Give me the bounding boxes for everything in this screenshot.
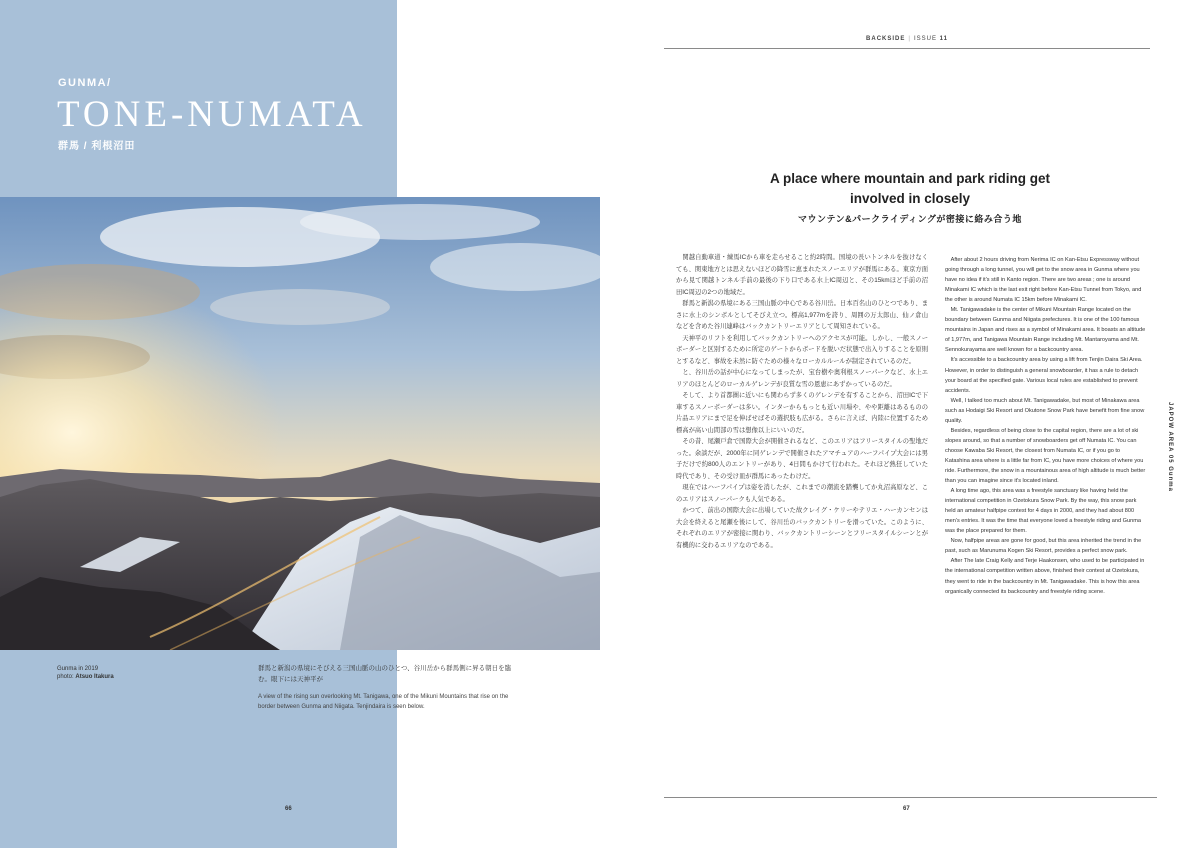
page-number-right: 67	[903, 806, 910, 812]
photo-caption-japanese: 群馬と新潟の県境にそびえる三国山脈の山のひとつ、谷川岳から群馬側に昇る朝日を臨む。眼下には天神平が	[258, 665, 512, 683]
paragraph-jp: 群馬と新潟の県境にある三国山脈の中心である谷川岳。日本百名山のひとつであり、まさに水上のシンボルとしてそびえ立つ。標高1,977mを誇り、周囲の万太郎山、仙ノ倉山などを含めた谷川連峰はバックカントリーエリアとして周知されている。	[676, 300, 928, 330]
paragraph-en: After about 2 hours driving from Nerima IC on Kan-Etsu Expressway without going through a long tunnel, you will get to the snow area in Gunma where you have no idea if it's still in Kanto region. There are two areas ; one is around Minakami IC which is the last exit right before Kan-Etsu Tunnel from Tokyo, and the other is around Numata IC 15km before Minakami IC.	[945, 257, 1142, 304]
paragraph-en: Mt. Tanigawadake is the center of Mikuni Mountain Range located on the boundary between Gunma and Niigata prefectures. It is one of the 100 famous mountains in Japan and rises as a symbol of Minakami area. It boasts an altitude of 1,977m, and Tanigawa Mountain Range including Mt. Mantaroyama and Mt. Sennokurayama are well known for a backcountry area.	[945, 307, 1146, 354]
header-rule	[664, 48, 1150, 49]
paragraph-en: A long time ago, this area was a freestyle sanctuary like having held the international competition in Ozetokura Snow Park. By the way, this snow park held an amateur halfpipe contest for 4 days in 2000, and they had about 800 men's entries. It was the time that everyone loved a freestyle riding and Gunma was the place prepared for them.	[945, 488, 1142, 535]
article-headline	[700, 169, 1120, 209]
page-title: TONE-NUMATA	[57, 94, 367, 135]
paragraph-en: It's accessible to a backcountry area by using a lift from Tenjin Daira Ski Area. However, in order to distinguish a general snowboarder, it has a rule to detach your board at the specified gate. Various local rules are established to prevent accidents.	[945, 357, 1143, 394]
page-number-left: 66	[285, 806, 292, 812]
paragraph-jp: 現在ではハーフパイプは姿を消したが、これまでの潮流を踏襲してか丸沼高原など、このエリアはスノーパークも人気である。	[676, 484, 928, 503]
side-tab-label: JAPOW AREA 05 Gunma	[1167, 402, 1173, 492]
region-label: GUNMA/	[58, 77, 112, 89]
body-column-japanese	[676, 252, 928, 551]
paragraph-en: Now, halfpipe areas are gone for good, but this area inherited the trend in the past, such as Marunuma Kogen Ski Resort, provides a perfect snow park.	[945, 538, 1142, 555]
photo-credit	[57, 665, 114, 681]
paragraph-jp: と、谷川岳の話が中心になってしまったが、宝台樹や奥利根スノーパークなど、水上エリアのほとんどのローカルゲレンデが良質な雪の恩恵にあずかっているのだ。	[676, 369, 928, 388]
mountain-sunrise-photo	[0, 197, 600, 650]
magazine-name: BACKSIDE	[866, 36, 906, 42]
photographer-name: Atsuo Itakura	[75, 674, 114, 680]
paragraph-en: After The late Craig Kelly and Terje Haakonsen, who used to be participated in the international competition written above, finished their contest at Ozetokura, they went to ride in the backcountry in Mt. Tanigawadake. This is how this area organically connected its backcountry and freestyle riding scene.	[945, 558, 1145, 595]
headline-line-2: involved in closely	[849, 191, 971, 206]
paragraph-jp: 天神平のリフトを利用してバックカントリーへのアクセスが可能。しかし、一般スノーボーダーと区別するために所定のゲートからボードを脱いだ状態で出入りすることを原則とするなど、事故を未然に防ぐための様々なローカルルールが制定されているのだ。	[676, 334, 928, 365]
paragraph-jp: そして、より首都圏に近いにも関わらず多くのゲレンデを有することから、沼田ICで下車するスノーボーダーは多い。インターからもっとも近い川場や、やや距離はあるものの片品エリアにまで足を伸ばせばその選択肢も広がる。さらに言えば、内陸に位置するため標高が高い山間部の雪は想像以上にいいのだ。	[676, 392, 928, 434]
issue-label: ISSUE	[913, 36, 937, 42]
photo-credit-line2	[57, 673, 114, 681]
section-side-tab	[1163, 402, 1173, 492]
headline-line-1: A place where mountain and park riding get	[769, 171, 1051, 186]
page-title-japanese: 群馬 / 利根沼田	[58, 141, 136, 152]
header-separator: |	[908, 36, 911, 42]
running-header	[664, 36, 1150, 42]
paragraph-en: Well, I talked too much about Mt. Tanigawadake, but most of Minakawa area such as Hodaigi Ski Resort and Okutone Snow Park have benefit from fine snow quality.	[945, 397, 1145, 424]
issue-number: 11	[939, 36, 948, 42]
photo-credit-line1: Gunma in 2019	[57, 666, 99, 672]
paragraph-jp: その昔、尾瀬戸倉で国際大会が開催されるなど、このエリアはフリースタイルの聖地だった。余談だが、2000年に同ゲレンデで開催されたアマチュアのハーフパイプ大会には男子だけで約800人のエントリーがあり、4日間もかけて行われた。それほど熱狂していた時代であり、その受け皿が群馬にあったわけだ。	[676, 438, 928, 480]
paragraph-jp: かつて、前出の国際大会に出場していた故クレイグ・ケリーやテリエ・ハーカンセンは大会を終えると尾瀬を後にして、谷川岳のバックカントリーを滑っていた。このように、それぞれのエリアが密接に関わり、バックカントリーシーンとフリースタイルシーンとが有機的に交わるエリアなのである。	[676, 507, 928, 549]
photo-caption-english: A view of the rising sun overlooking Mt. Tanigawa, one of the Mikuni Mountains that rise on the border between Gunma and Niigata. Tenjindaira is seen below.	[258, 694, 509, 710]
article-subhead-japanese: マウンテン&パークライディングが密接に絡み合う地	[798, 214, 1022, 224]
body-column-english	[945, 255, 1146, 597]
footer-rule	[664, 797, 1157, 798]
photo-credit-prefix: photo:	[57, 674, 74, 680]
paragraph-jp: 関越自動車道・練馬ICから車を走らせること約2時間。国境の長いトンネルを抜けなくても、関東地方とは思えないほどの降雪に恵まれたスノーエリアが群馬にある。東京方面から見て関越トンネル手前の最後の下り口である水上IC周辺と、その15kmほど手前の沼田IC周辺の2つの地域だ。	[676, 254, 928, 296]
paragraph-en: Besides, regardless of being close to the capital region, there are a lot of ski slopes around, so that a number of snowboarders get off Numata IC. You can choose Kawaba Ski Resort, the closest from Numata IC, or if you go to Katashina area where is a little far from IC, you have more choices of where you ride. Furthermore, the snow in a mountainous area of high altitude is much better than you can imagine since it's located inland.	[945, 427, 1146, 485]
